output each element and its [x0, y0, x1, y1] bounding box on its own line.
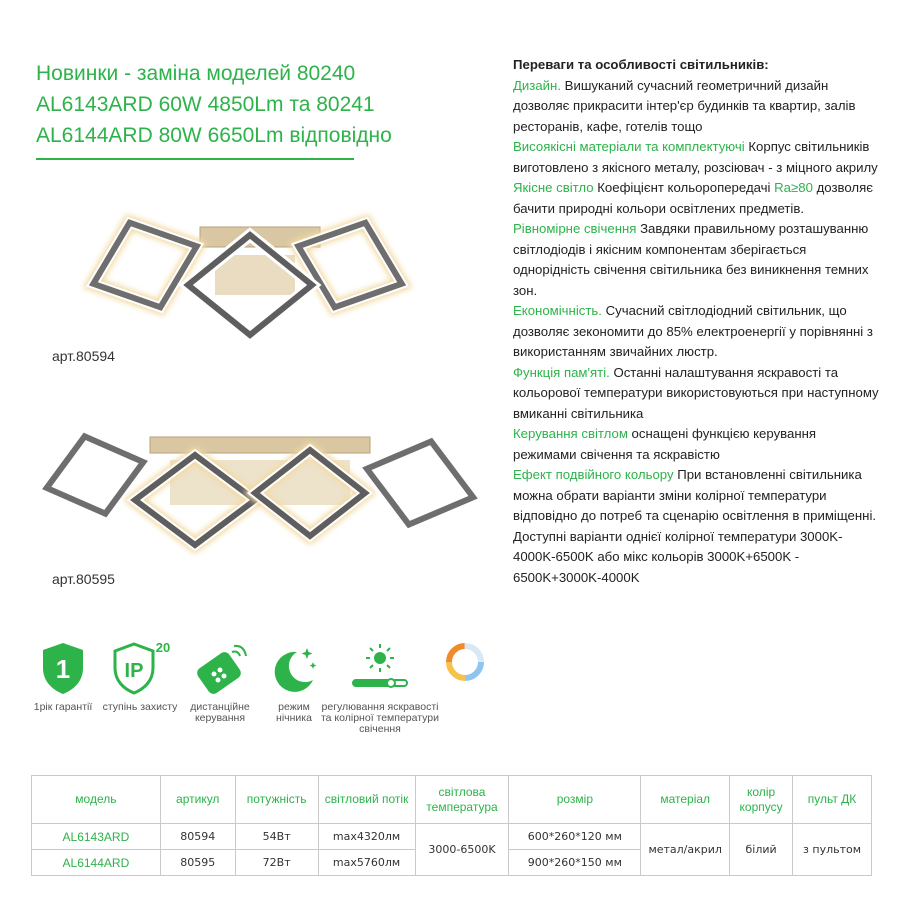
col-header-flux: світловий потік — [318, 776, 415, 824]
brightness-slider-icon — [345, 640, 415, 696]
shield-icon — [38, 640, 88, 696]
features-list — [513, 55, 883, 588]
cell-remote: з пультом — [793, 824, 872, 876]
cell-power: 54Вт — [235, 824, 318, 850]
cell-flux: max4320лм — [318, 824, 415, 850]
moon-icon — [269, 640, 319, 696]
cell-material: метал/акрил — [641, 824, 730, 876]
lamp-frame-left — [36, 423, 153, 526]
remote-label: дистанційне керування — [190, 701, 250, 724]
lamp-80595-image — [30, 415, 490, 565]
spec-table — [31, 775, 872, 876]
lamp-base-plate — [150, 437, 370, 453]
col-header-art: артикул — [160, 776, 235, 824]
lamp-frame-right — [356, 427, 485, 539]
feature-item: Економічність. Сучасний світлодіодний світильник, що дозволяє зекономити до 85% електроенергії у порівнянні з використанням звичайних люстр. — [513, 303, 873, 359]
cell-temperature: 3000-6500K — [415, 824, 509, 876]
table-row — [32, 824, 872, 850]
art-number-80594: арт.80594 — [52, 348, 115, 364]
cell-power: 72Вт — [235, 850, 318, 876]
col-header-color: колір корпусу — [730, 776, 793, 824]
ip-feature — [102, 640, 178, 713]
headline-underline — [36, 158, 354, 160]
brightness-feature — [320, 640, 440, 735]
cell-flux: max5760лм — [318, 850, 415, 876]
ip-rating: 20 — [155, 640, 171, 655]
lamp-frame-right — [283, 205, 417, 326]
warranty-label: 1рік гарантії — [33, 701, 93, 713]
headline-line-2: AL6143ARD 60W 4850Lm та 80241 — [36, 93, 375, 116]
shield-badge: 1 — [55, 654, 71, 684]
feature-item: Ефект подвійного кольору При встановленні світильника можна обрати варіанти зміни колірної температури відповідно до потреб та сценарію освітлення в приміщенні. Доступні варіанти однієї колірної температури 3000K-4000K-6500K або мікс кольорів 3000K+6500K - 6500K+3000K-4000K — [513, 467, 877, 585]
feature-item: Якісне світло Коефіцієнт кольоропередачі Ra≥80 дозволяє бачити природні кольори освітлених предметів. — [513, 180, 873, 216]
headline-line-3: AL6144ARD 80W 6650Lm відповідно — [36, 124, 392, 147]
feature-item: Рівномірне свічення Завдяки правильному розташуванню світлодіодів і якісним компонентам зберігається однорідність свічення світильника без виникнення темних зон. — [513, 221, 869, 298]
cell-size: 900*260*150 мм — [509, 850, 641, 876]
feature-item: Керування світлом оснащені функцією керування режимами свічення та яскравістю — [513, 426, 817, 462]
lamp-frame-left — [78, 205, 212, 326]
brightness-label: регулювання яскравості та колірної температури свічення — [320, 701, 440, 735]
col-header-size: розмір — [509, 776, 641, 824]
col-header-material: матеріал — [641, 776, 730, 824]
cell-model: AL6144ARD — [32, 850, 161, 876]
cell-art: 80595 — [160, 850, 235, 876]
lamp-80594-image — [50, 205, 450, 345]
ip-badge: IP — [124, 660, 144, 682]
col-header-temperature: світлова температура — [415, 776, 509, 824]
headline — [36, 58, 476, 151]
feature-icons — [30, 640, 500, 750]
cell-size: 600*260*120 мм — [509, 824, 641, 850]
art-number-80595: арт.80595 — [52, 571, 115, 587]
cell-art: 80594 — [160, 824, 235, 850]
feature-item: Дизайн. Вишуканий сучасний геометричний дизайн дозволяє прикрасити інтер'єр будинків та квартир, залів ресторанів, кафе, готелів тощо — [513, 77, 856, 134]
color-temperature-ring-icon — [443, 640, 487, 684]
spec-header-row — [32, 776, 872, 824]
ip-icon — [109, 640, 171, 696]
night-mode-label: режим нічника — [276, 701, 312, 724]
feature-item: Функція пам'яті. Останні налаштування яскравості та кольорової температури використовуються при наступному вмиканні світильника — [513, 364, 879, 421]
col-header-power: потужність — [235, 776, 318, 824]
cell-color: білий — [730, 824, 793, 876]
col-header-remote: пульт ДК — [793, 776, 872, 824]
cell-model: AL6143ARD — [32, 824, 161, 850]
remote-feature — [180, 640, 260, 724]
night-mode-feature — [266, 640, 322, 724]
ip-label: ступінь захисту — [102, 701, 178, 713]
warranty-feature — [30, 640, 96, 713]
col-header-model: модель — [32, 776, 161, 824]
color-temperature-feature — [440, 640, 490, 684]
headline-line-1: Новинки - заміна моделей 80240 — [36, 62, 356, 85]
feature-item: Висоякісні матеріали та комплектуючі Корпус світильників виготовлено з якісного металу, розсіювач - з міцного акрилу — [513, 139, 878, 175]
remote-icon — [192, 640, 248, 696]
features-title: Переваги та особливості світильників: — [513, 57, 769, 72]
